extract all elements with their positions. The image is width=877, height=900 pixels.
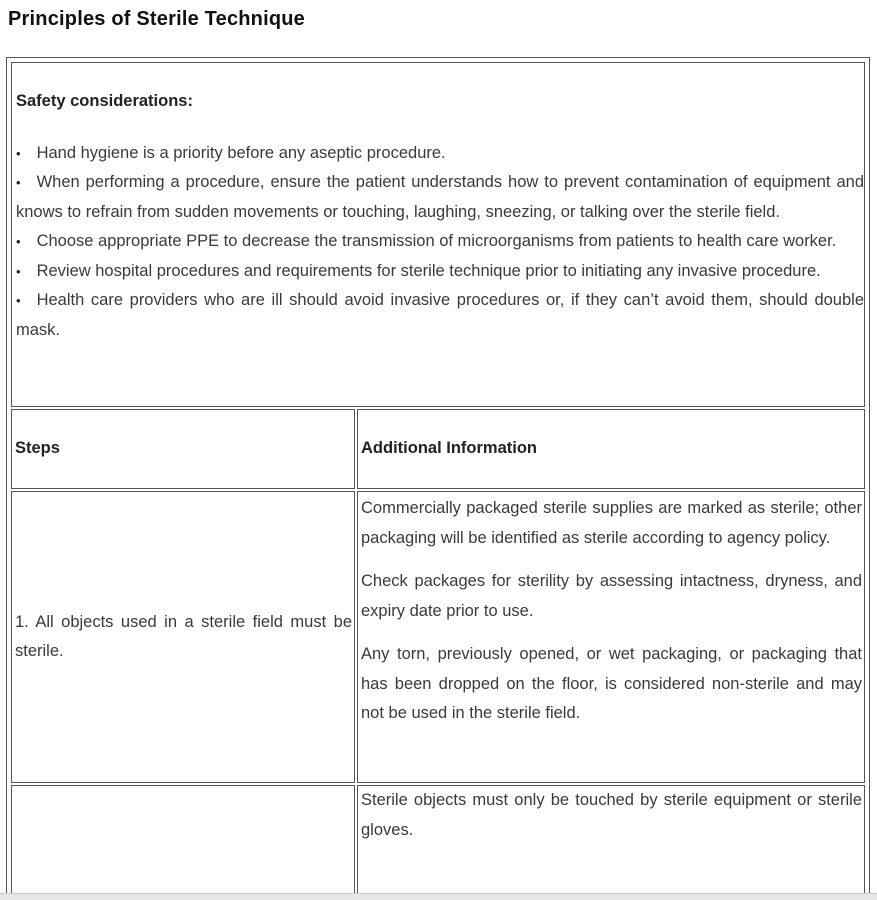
safety-bullet-text: Choose appropriate PPE to decrease the transmission of microorganisms from patients to health care worker. bbox=[36, 232, 837, 250]
safety-bullet bbox=[16, 257, 864, 287]
safety-bullet bbox=[16, 168, 864, 227]
steps-header: Steps bbox=[11, 409, 355, 489]
safety-bullet-text: When performing a procedure, ensure the patient understands how to prevent contamination of equipment and knows to refrain from sudden movements or touching, laughing, sneezing, or talking over the sterile field. bbox=[16, 173, 864, 221]
info-cell bbox=[357, 491, 865, 783]
page-title: Principles of Sterile Technique bbox=[8, 8, 306, 30]
bullet-icon: • bbox=[16, 234, 21, 249]
safety-considerations-cell bbox=[11, 62, 865, 407]
content-table bbox=[9, 60, 867, 900]
info-paragraph: Check packages for sterility by assessing intactness, dryness, and expiry date prior to use. bbox=[361, 572, 862, 620]
table-row bbox=[11, 491, 865, 783]
info-paragraph: Sterile objects must only be touched by sterile equipment or sterile gloves. bbox=[361, 791, 862, 839]
table-header-row bbox=[11, 409, 865, 489]
info-cell bbox=[357, 785, 865, 900]
bullet-icon: • bbox=[16, 145, 21, 161]
horizontal-scrollbar[interactable] bbox=[0, 893, 877, 900]
safety-bullet-text: Hand hygiene is a priority before any aseptic procedure. bbox=[36, 143, 446, 162]
step-cell bbox=[11, 785, 355, 900]
safety-heading: Safety considerations: bbox=[16, 92, 193, 110]
bullet-icon: • bbox=[16, 263, 21, 279]
bullet-icon: • bbox=[16, 293, 21, 308]
safety-bullet bbox=[16, 227, 864, 257]
additional-information-header: Additional Information bbox=[357, 409, 865, 489]
safety-bullet-text: Health care providers who are ill should avoid invasive procedures or, if they can’t avoid them, should double mask. bbox=[16, 291, 864, 339]
safety-bullet bbox=[16, 139, 864, 169]
step-cell: 1. All objects used in a sterile field must be sterile. bbox=[11, 491, 355, 783]
safety-bullet-text: Review hospital procedures and requirements for sterile technique prior to initiating any invasive procedure. bbox=[36, 261, 821, 280]
sterile-technique-table bbox=[6, 57, 870, 900]
bullet-icon: • bbox=[16, 175, 21, 190]
table-row bbox=[11, 785, 865, 900]
info-paragraph: Any torn, previously opened, or wet packaging, or packaging that has been dropped on the floor, is considered non-sterile and may not be used in the sterile field. bbox=[361, 645, 862, 722]
info-paragraph: Commercially packaged sterile supplies are marked as sterile; other packaging will be identified as sterile according to agency policy. bbox=[361, 499, 862, 547]
safety-bullet bbox=[16, 286, 864, 345]
safety-row bbox=[11, 62, 865, 407]
